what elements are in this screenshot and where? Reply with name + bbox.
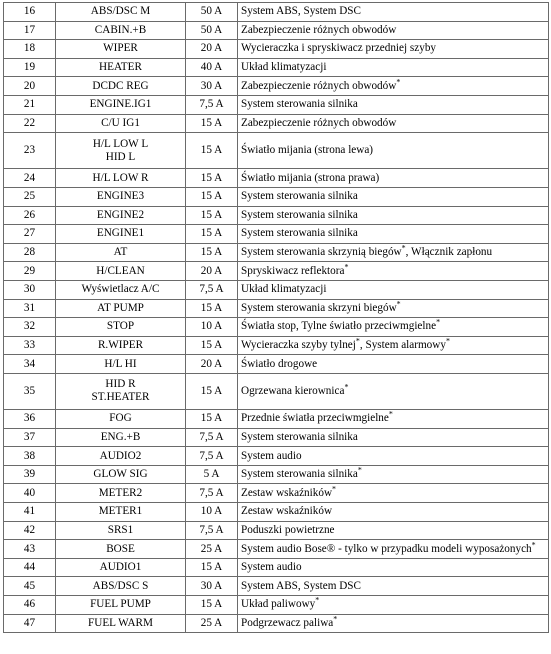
- protected-component-text: System sterowania silnika: [241, 208, 358, 221]
- fuse-number-cell: 36: [4, 410, 56, 429]
- protected-component-cell: [238, 503, 549, 522]
- fuse-number-cell: 39: [4, 465, 56, 484]
- fuse-number-cell: 30: [4, 280, 56, 299]
- fuse-name-cell: [56, 373, 186, 409]
- fuse-name-cell: [56, 503, 186, 522]
- table-row: [4, 280, 549, 299]
- protected-component-cell: [238, 558, 549, 577]
- fuse-amperage-cell: 7,5 A: [186, 447, 238, 466]
- fuse-amperage-cell: 7,5 A: [186, 521, 238, 540]
- protected-component-cell: [238, 206, 549, 225]
- fuse-name-line: R.WIPER: [97, 338, 144, 351]
- table-row: [4, 114, 549, 133]
- footnote-asterisk: *: [401, 243, 406, 253]
- fuse-name-cell: [56, 40, 186, 59]
- fuse-amperage-cell: 50 A: [186, 3, 238, 22]
- fuse-number-cell: 33: [4, 336, 56, 355]
- protected-component-text: System ABS, System DSC: [241, 579, 361, 592]
- protected-component-cell: [238, 280, 549, 299]
- fuse-number-cell: 17: [4, 21, 56, 40]
- fuse-name-line: FUEL PUMP: [90, 598, 151, 611]
- protected-component-text: System ABS, System DSC: [241, 5, 361, 18]
- fuse-name-cell: [56, 21, 186, 40]
- protected-component-cell: [238, 318, 549, 337]
- fuse-name-cell: [56, 299, 186, 318]
- protected-component-cell: [238, 243, 549, 262]
- fuse-name-line: AUDIO2: [99, 449, 142, 462]
- fuse-name-line: ABS/DSC S: [92, 579, 149, 592]
- protected-component-cell: [238, 187, 549, 206]
- fuse-number-cell: 38: [4, 447, 56, 466]
- fuse-name-cell: [56, 262, 186, 281]
- protected-component-text: Przednie światła przeciwmgielne: [241, 412, 389, 425]
- table-row: [4, 558, 549, 577]
- protected-component-cell: [238, 225, 549, 244]
- fuse-amperage-cell: 15 A: [186, 299, 238, 318]
- protected-component-text: Światło drogowe: [241, 357, 318, 370]
- fuse-amperage-cell: 20 A: [186, 355, 238, 374]
- protected-component-cell: [238, 299, 549, 318]
- fuse-name-line: SRS1: [107, 523, 134, 536]
- fuse-name-cell: [56, 577, 186, 596]
- fuse-number-cell: 21: [4, 95, 56, 114]
- fuse-name-line: HID L: [105, 150, 136, 163]
- protected-component-text: Światło mijania (strona prawa): [241, 171, 380, 184]
- footnote-asterisk: *: [315, 595, 320, 605]
- fuse-table: [3, 2, 549, 633]
- protected-component-text: System sterowania silnika: [241, 430, 358, 443]
- fuse-amperage-cell: 20 A: [186, 262, 238, 281]
- table-row: [4, 3, 549, 22]
- protected-component-text: Zabezpieczenie różnych obwodów: [241, 79, 397, 92]
- fuse-number-cell: 27: [4, 225, 56, 244]
- fuse-number-cell: 19: [4, 58, 56, 77]
- fuse-number-cell: 29: [4, 262, 56, 281]
- protected-component-text: System audio: [241, 561, 302, 574]
- protected-component-cell: [238, 114, 549, 133]
- protected-component-text: Układ klimatyzacji: [241, 283, 327, 296]
- table-row: [4, 243, 549, 262]
- fuse-number-cell: 46: [4, 596, 56, 615]
- fuse-amperage-cell: 15 A: [186, 373, 238, 409]
- table-row: [4, 484, 549, 503]
- fuse-name-line: CABIN.+B: [94, 23, 147, 36]
- footnote-asterisk: *: [531, 539, 536, 549]
- fuse-number-cell: 26: [4, 206, 56, 225]
- fuse-name-cell: [56, 187, 186, 206]
- protected-component-cell: [238, 521, 549, 540]
- table-row: [4, 465, 549, 484]
- fuse-number-cell: 44: [4, 558, 56, 577]
- table-row: [4, 133, 549, 169]
- footnote-asterisk: *: [332, 484, 337, 493]
- footnote-asterisk: *: [436, 317, 441, 327]
- fuse-name-line: ENGINE3: [96, 190, 145, 203]
- fuse-amperage-cell: 10 A: [186, 318, 238, 337]
- fuse-amperage-cell: 40 A: [186, 58, 238, 77]
- fuse-amperage-cell: 15 A: [186, 243, 238, 262]
- fuse-amperage-cell: 15 A: [186, 187, 238, 206]
- protected-component-cell: [238, 428, 549, 447]
- protected-component-cell: [238, 336, 549, 355]
- fuse-name-cell: [56, 169, 186, 188]
- protected-component-text: Układ klimatyzacji: [241, 61, 327, 74]
- fuse-name-line: AT: [113, 246, 128, 259]
- protected-component-text: Spryskiwacz reflektora: [241, 264, 345, 277]
- fuse-name-line: ABS/DSC M: [90, 5, 151, 18]
- fuse-name-line: AT PUMP: [97, 301, 144, 314]
- table-row: [4, 410, 549, 429]
- table-row: [4, 262, 549, 281]
- fuse-number-cell: 37: [4, 428, 56, 447]
- fuse-name-cell: [56, 540, 186, 559]
- footnote-asterisk: *: [344, 261, 349, 271]
- fuse-name-cell: [56, 318, 186, 337]
- protected-component-text: System audio: [241, 449, 302, 462]
- fuse-name-line: WIPER: [103, 42, 138, 55]
- fuse-number-cell: 34: [4, 355, 56, 374]
- fuse-amperage-cell: 15 A: [186, 169, 238, 188]
- protected-component-text: Zestaw wskaźników: [241, 505, 333, 518]
- protected-component-text: System audio Bose® - tylko w przypadku modeli wyposażonych: [241, 542, 532, 555]
- protected-component-text: System sterowania silnika: [241, 190, 358, 203]
- fuse-name-line: GLOW SIG: [93, 468, 148, 481]
- table-row: [4, 596, 549, 615]
- fuse-name-cell: [56, 614, 186, 633]
- fuse-name-line: Wyświetlacz A/C: [81, 283, 160, 296]
- protected-component-text: Ogrzewana kierownica: [241, 384, 345, 397]
- fuse-number-cell: 31: [4, 299, 56, 318]
- fuse-name-line: H/L HI: [104, 357, 137, 370]
- fuse-name-line: METER2: [98, 486, 143, 499]
- fuse-name-cell: [56, 114, 186, 133]
- fuse-name-cell: [56, 484, 186, 503]
- table-row: [4, 58, 549, 77]
- fuse-name-line: ENGINE.IG1: [89, 98, 152, 111]
- table-row: [4, 447, 549, 466]
- protected-component-text: Światła stop, Tylne światło przeciwmgielne: [241, 320, 437, 333]
- protected-component-cell: [238, 410, 549, 429]
- table-row: [4, 577, 549, 596]
- fuse-number-cell: 43: [4, 540, 56, 559]
- table-row: [4, 299, 549, 318]
- fuse-amperage-cell: 7,5 A: [186, 95, 238, 114]
- fuse-amperage-cell: 15 A: [186, 336, 238, 355]
- fuse-amperage-cell: 30 A: [186, 77, 238, 96]
- fuse-number-cell: 47: [4, 614, 56, 633]
- fuse-name-cell: [56, 410, 186, 429]
- fuse-name-cell: [56, 243, 186, 262]
- fuse-amperage-cell: 15 A: [186, 225, 238, 244]
- protected-component-text: System sterowania skrzyni biegów: [241, 301, 397, 314]
- fuse-name-cell: [56, 465, 186, 484]
- protected-component-cell: [238, 40, 549, 59]
- fuse-amperage-cell: 25 A: [186, 540, 238, 559]
- fuse-name-cell: [56, 558, 186, 577]
- table-row: [4, 428, 549, 447]
- fuse-name-cell: [56, 447, 186, 466]
- protected-component-cell: [238, 577, 549, 596]
- protected-component-text: Poduszki powietrzne: [241, 523, 335, 536]
- fuse-number-cell: 42: [4, 521, 56, 540]
- fuse-name-line: FOG: [109, 412, 132, 425]
- fuse-name-line: ENG.+B: [100, 430, 141, 443]
- fuse-number-cell: 41: [4, 503, 56, 522]
- fuse-name-cell: [56, 58, 186, 77]
- fuse-name-line: AUDIO1: [99, 561, 142, 574]
- fuse-number-cell: 23: [4, 133, 56, 169]
- fuse-name-line: ST.HEATER: [91, 391, 150, 404]
- table-row: [4, 355, 549, 374]
- table-row: [4, 21, 549, 40]
- fuse-name-cell: [56, 225, 186, 244]
- fuse-name-line: HEATER: [99, 61, 142, 74]
- fuse-number-cell: 45: [4, 577, 56, 596]
- fuse-number-cell: 25: [4, 187, 56, 206]
- fuse-name-line: BOSE: [106, 542, 135, 555]
- fuse-name-line: METER1: [98, 505, 143, 518]
- protected-component-cell: [238, 484, 549, 503]
- fuse-name-line: DCDC REG: [92, 79, 149, 92]
- footnote-asterisk: *: [445, 336, 450, 346]
- protected-component-text: System sterowania silnika: [241, 98, 358, 111]
- protected-component-text: Zabezpieczenie różnych obwodów: [241, 116, 397, 129]
- footnote-asterisk: *: [355, 336, 360, 346]
- fuse-amperage-cell: 20 A: [186, 40, 238, 59]
- fuse-name-line: C/U IG1: [101, 116, 140, 129]
- fuse-name-line: H/L LOW L: [92, 137, 149, 150]
- fuse-name-cell: [56, 355, 186, 374]
- protected-component-text: Zestaw wskaźników: [241, 486, 333, 499]
- fuse-name-line: FUEL WARM: [88, 616, 153, 629]
- footnote-asterisk: *: [396, 299, 401, 309]
- protected-component-text-continued: , Włącznik zapłonu: [405, 246, 493, 259]
- fuse-name-line: ENGINE2: [96, 208, 145, 221]
- fuse-amperage-cell: 15 A: [186, 558, 238, 577]
- fuse-amperage-cell: 30 A: [186, 577, 238, 596]
- fuse-name-cell: [56, 521, 186, 540]
- protected-component-text: System sterowania silnika: [241, 468, 358, 481]
- fuse-table-body: [4, 3, 549, 633]
- protected-component-text: Podgrzewacz paliwa: [241, 616, 334, 629]
- fuse-amperage-cell: 15 A: [186, 410, 238, 429]
- protected-component-cell: [238, 355, 549, 374]
- footnote-asterisk: *: [333, 614, 338, 624]
- fuse-name-cell: [56, 95, 186, 114]
- fuse-number-cell: 40: [4, 484, 56, 503]
- protected-component-text: Światło mijania (strona lewa): [241, 144, 374, 157]
- fuse-amperage-cell: 7,5 A: [186, 428, 238, 447]
- fuse-name-cell: [56, 596, 186, 615]
- protected-component-cell: [238, 373, 549, 409]
- fuse-amperage-cell: 7,5 A: [186, 280, 238, 299]
- table-row: [4, 187, 549, 206]
- fuse-name-cell: [56, 336, 186, 355]
- table-row: [4, 225, 549, 244]
- fuse-number-cell: 22: [4, 114, 56, 133]
- protected-component-cell: [238, 596, 549, 615]
- protected-component-text: System sterowania skrzynią biegów: [241, 246, 402, 259]
- protected-component-cell: [238, 447, 549, 466]
- fuse-number-cell: 24: [4, 169, 56, 188]
- protected-component-text: Wycieraczka i spryskiwacz przedniej szyby: [241, 42, 437, 55]
- protected-component-cell: [238, 169, 549, 188]
- table-row: [4, 77, 549, 96]
- table-row: [4, 503, 549, 522]
- fuse-name-cell: [56, 428, 186, 447]
- fuse-amperage-cell: 15 A: [186, 133, 238, 169]
- fuse-name-cell: [56, 280, 186, 299]
- protected-component-text-continued: , System alarmowy: [359, 338, 446, 351]
- protected-component-cell: [238, 58, 549, 77]
- table-row: [4, 540, 549, 559]
- protected-component-cell: [238, 262, 549, 281]
- fuse-amperage-cell: 25 A: [186, 614, 238, 633]
- protected-component-cell: [238, 21, 549, 40]
- fuse-amperage-cell: 50 A: [186, 21, 238, 40]
- fuse-number-cell: 35: [4, 373, 56, 409]
- fuse-amperage-cell: 15 A: [186, 206, 238, 225]
- fuse-name-cell: [56, 3, 186, 22]
- fuse-amperage-cell: 7,5 A: [186, 484, 238, 503]
- protected-component-cell: [238, 77, 549, 96]
- protected-component-cell: [238, 95, 549, 114]
- protected-component-cell: [238, 133, 549, 169]
- fuse-name-line: ENGINE1: [96, 227, 145, 240]
- table-row: [4, 336, 549, 355]
- fuse-number-cell: 32: [4, 318, 56, 337]
- table-row: [4, 206, 549, 225]
- fuse-number-cell: 16: [4, 3, 56, 22]
- fuse-number-cell: 20: [4, 77, 56, 96]
- fuse-name-cell: [56, 77, 186, 96]
- fuse-name-line: HID R: [105, 378, 136, 391]
- fuse-name-cell: [56, 206, 186, 225]
- fuse-amperage-cell: 15 A: [186, 114, 238, 133]
- table-row: [4, 169, 549, 188]
- footnote-asterisk: *: [396, 76, 401, 86]
- table-row: [4, 373, 549, 409]
- fuse-number-cell: 18: [4, 40, 56, 59]
- fuse-number-cell: 28: [4, 243, 56, 262]
- fuse-name-line: H/CLEAN: [96, 264, 145, 277]
- protected-component-text: Zabezpieczenie różnych obwodów: [241, 23, 397, 36]
- protected-component-cell: [238, 614, 549, 633]
- fuse-name-line: STOP: [106, 320, 135, 333]
- fuse-name-cell: [56, 133, 186, 169]
- protected-component-cell: [238, 540, 549, 559]
- fuse-amperage-cell: 5 A: [186, 465, 238, 484]
- fuse-name-line: H/L LOW R: [92, 171, 149, 184]
- table-row: [4, 95, 549, 114]
- protected-component-text: System sterowania silnika: [241, 227, 358, 240]
- table-row: [4, 614, 549, 633]
- fuse-amperage-cell: 10 A: [186, 503, 238, 522]
- fuse-amperage-cell: 15 A: [186, 596, 238, 615]
- protected-component-cell: [238, 465, 549, 484]
- protected-component-text: Wycieraczka szyby tylnej: [241, 338, 356, 351]
- table-row: [4, 40, 549, 59]
- footnote-asterisk: *: [344, 382, 349, 392]
- protected-component-cell: [238, 3, 549, 22]
- protected-component-text: Układ paliwowy: [241, 598, 316, 611]
- footnote-asterisk: *: [357, 465, 362, 475]
- table-row: [4, 521, 549, 540]
- table-row: [4, 318, 549, 337]
- footnote-asterisk: *: [388, 409, 393, 419]
